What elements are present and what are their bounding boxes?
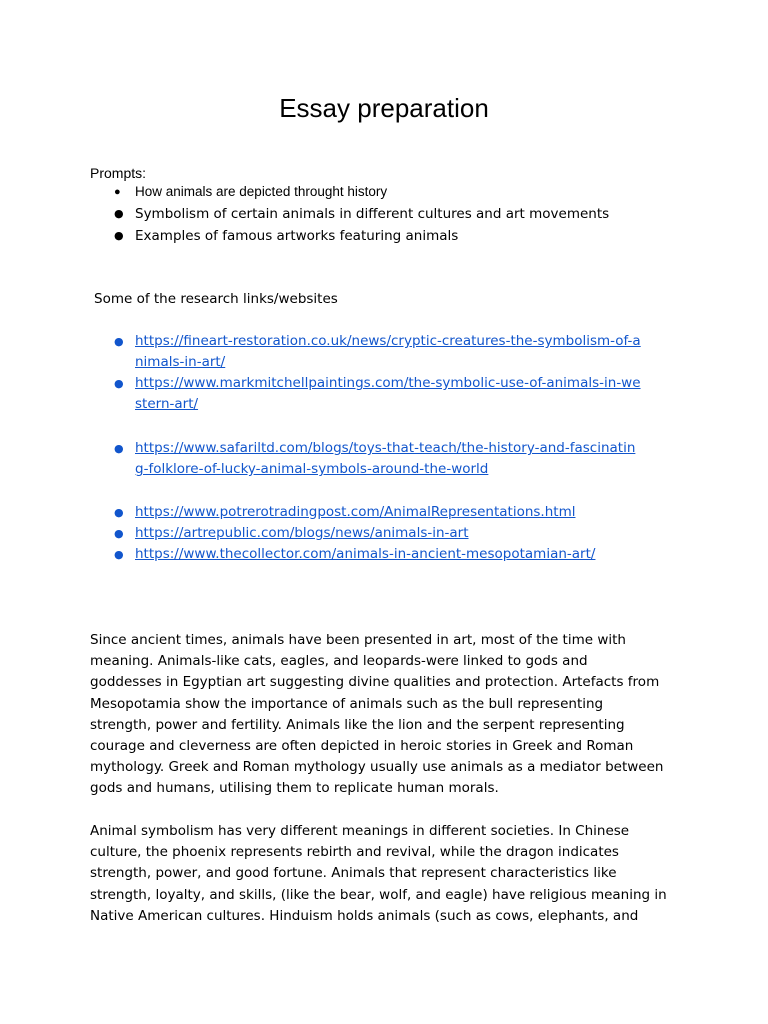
research-link[interactable]: https://www.safariltd.com/blogs/toys-that-teach/the-history-and-fascinatin g-folklore-of-lucky-animal-symbols-around-the-world: [135, 440, 636, 477]
bullet-icon: ●: [114, 377, 124, 390]
prompt-text: Examples of famous artworks featuring animals: [135, 228, 459, 244]
list-item: [90, 373, 710, 415]
list-item: [90, 523, 710, 544]
list-item: [90, 331, 710, 373]
prompt-text: Symbolism of certain animals in different cultures and art movements: [135, 206, 610, 222]
bullet-icon: ●: [114, 335, 124, 348]
links-list: [90, 502, 710, 565]
list-item: [90, 544, 710, 565]
research-label: Some of the research links/websites: [94, 291, 338, 307]
prompt-text: How animals are depicted throught history: [135, 184, 388, 199]
page-title: Essay preparation: [279, 93, 489, 123]
list-item: [90, 203, 710, 225]
research-link[interactable]: https://www.potrerotradingpost.com/AnimalRepresentations.html: [135, 504, 576, 520]
prompts-label: Prompts:: [90, 165, 147, 181]
bullet-icon: ●: [114, 229, 124, 242]
list-item: [90, 438, 710, 480]
research-link[interactable]: https://artrepublic.com/blogs/news/animals-in-art: [135, 525, 469, 541]
links-list: [90, 331, 710, 415]
research-link[interactable]: https://www.thecollector.com/animals-in-ancient-mesopotamian-art/: [135, 546, 596, 562]
bullet-icon: ●: [114, 527, 124, 540]
list-item: [90, 181, 710, 203]
bullet-icon: ●: [114, 207, 124, 220]
prompts-list: [90, 181, 710, 247]
links-list: [90, 438, 710, 480]
list-item: [90, 225, 710, 247]
bullet-icon: ●: [114, 548, 124, 561]
list-item: [90, 502, 710, 523]
body-paragraph: Since ancient times, animals have been presented in art, most of the time with meaning. Animals-like cats, eagles, and leopards-were linked to gods and goddesses in Egyptian art suggesting divine qualities and protection. Artefacts from Mesopotamia show the importance of animals such as the bull representing strength, power and fertility. Animals like the lion and the serpent representing courage and cleverness are often depicted in heroic stories in Greek and Roman mythology. Greek and Roman mythology usually use animals as a mediator between gods and humans, utilising them to replicate human morals.: [90, 632, 664, 797]
research-link[interactable]: https://fineart-restoration.co.uk/news/cryptic-creatures-the-symbolism-of-a nimals-in-art/: [135, 333, 641, 370]
bullet-icon: ●: [114, 186, 121, 198]
research-link[interactable]: https://www.markmitchellpaintings.com/the-symbolic-use-of-animals-in-we stern-art/: [135, 375, 641, 412]
bullet-icon: ●: [114, 442, 124, 455]
bullet-icon: ●: [114, 506, 124, 519]
body-paragraph: Animal symbolism has very different meanings in different societies. In Chinese culture, the phoenix represents rebirth and revival, while the dragon indicates strength, power, and good fortune. Animals that represent characteristics like strength, loyalty, and skills, (like the bear, wolf, and eagle) have religious meaning in Native American cultures. Hinduism holds animals (such as cows, elephants, and: [90, 823, 667, 924]
